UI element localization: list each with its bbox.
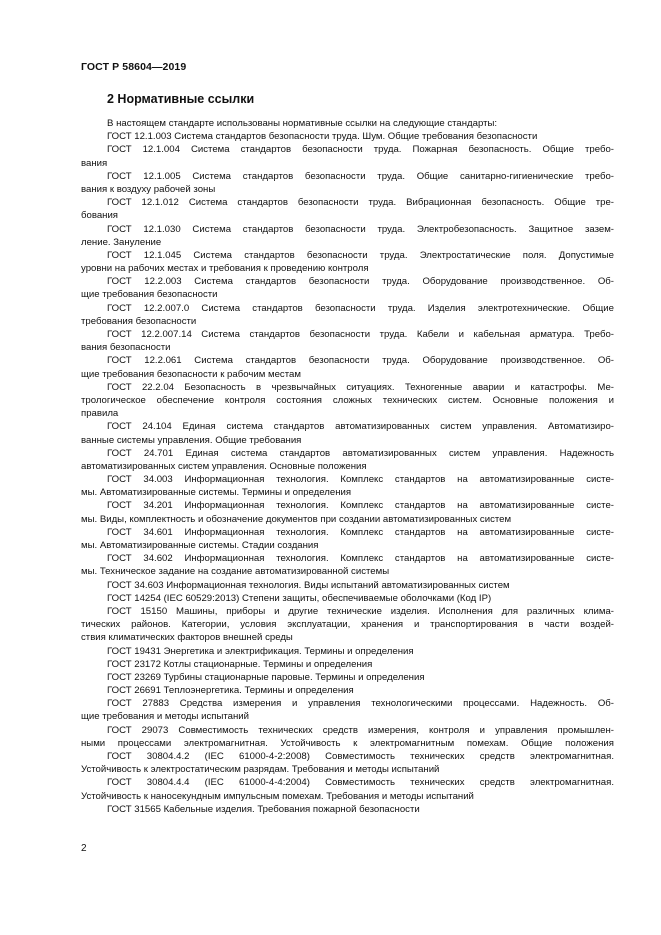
reference-line: ГОСТ 12.2.007.0 Система стандартов безопасности труда. Изделия электротехнические. Общие <box>107 302 614 314</box>
reference-line: ГОСТ 12.2.007.14 Система стандартов безопасности труда. Кабели и кабельная арматура. Требо- <box>107 329 614 340</box>
text-line: В настоящем стандарте использованы нормативные ссылки на следующие стандарты: <box>107 118 498 129</box>
reference-line: ГОСТ 23269 Турбины стационарные паровые. Термины и определения <box>107 671 425 683</box>
reference-line: ГОСТ 19431 Энергетика и электрификация. Термины и определения <box>107 645 414 657</box>
reference-line: ГОСТ 15150 Машины, приборы и другие технические изделия. Исполнения для различных клима- <box>107 605 614 617</box>
reference-line-continued: щие требования безопасности <box>81 289 218 301</box>
reference-line: ГОСТ 12.1.005 Система стандартов безопасности труда. Общие санитарно-гигиенические требо- <box>107 170 614 182</box>
reference-line: ГОСТ 31565 Кабельные изделия. Требования пожарной безопасности <box>107 803 420 815</box>
reference-line-continued: автоматизированных систем управления. Основные положения <box>81 460 367 472</box>
reference-line: ГОСТ 12.2.061 Система стандартов безопасности труда. Оборудование производственное. Об- <box>107 355 614 367</box>
reference-line: ГОСТ 26691 Теплоэнергетика. Термины и определения <box>107 685 354 697</box>
reference-line-continued: правила <box>81 408 119 420</box>
reference-line-continued: вания безопасности <box>81 342 171 354</box>
reference-line-continued: ствия климатических факторов внешней среды <box>81 632 293 644</box>
reference-line: ГОСТ 24.104 Единая система стандартов автоматизированных систем управления. Автоматизиро- <box>107 421 614 433</box>
reference-line-continued: вания <box>81 157 108 169</box>
reference-line-continued: требования безопасности <box>81 315 197 327</box>
reference-line-continued: мы. Автоматизированные системы. Стадии создания <box>81 540 319 551</box>
reference-line: ГОСТ 14254 (IEC 60529:2013) Степени защиты, обеспечиваемые оболочками (Код IP) <box>107 592 492 604</box>
page-number: 2 <box>81 843 87 854</box>
reference-line-continued: уровни на рабочих местах и требования к проведению контроля <box>81 263 369 275</box>
reference-line: ГОСТ 12.1.003 Система стандартов безопасности труда. Шум. Общие требования безопасности <box>107 131 538 143</box>
reference-line-continued: мы. Виды, комплектность и обозначение документов при создании автоматизированных систем <box>81 513 512 525</box>
reference-line-continued: мы. Техническое задание на создание автоматизированной системы <box>81 566 390 578</box>
reference-line: ГОСТ 22.2.04 Безопасность в чрезвычайных ситуациях. Техногенные аварии и катастрофы. Ме- <box>107 381 614 393</box>
reference-line: ГОСТ 12.1.004 Система стандартов безопасности труда. Пожарная безопасность. Общие требо- <box>107 144 614 156</box>
reference-line: ГОСТ 34.201 Информационная технология. Комплекс стандартов на автоматизированные систе- <box>107 500 614 512</box>
reference-line-continued: ление. Зануление <box>81 236 162 248</box>
reference-line: ГОСТ 24.701 Единая система стандартов автоматизированных систем управления. Надежность <box>107 447 614 459</box>
document-header: ГОСТ Р 58604—2019 <box>81 61 187 73</box>
reference-line: ГОСТ 30804.4.4 (IEC 61000-4-4:2004) Совместимость технических средств электромагнитная. <box>107 777 614 789</box>
reference-line-continued: трологическое обеспечение контроля состояния сложных технических систем. Основные положения и <box>81 394 614 406</box>
reference-line-continued: ными процессами электромагнитная. Устойчивость к электромагнитным помехам. Общие положения <box>81 737 614 749</box>
section-heading: 2 Нормативные ссылки <box>107 92 255 106</box>
reference-line: ГОСТ 12.1.045 Система стандартов безопасности труда. Электростатические поля. Допустимые <box>107 249 614 261</box>
reference-line-continued: мы. Автоматизированные системы. Термины и определения <box>81 487 352 499</box>
reference-line-continued: тических районов. Категории, условия эксплуатации, хранения и транспортирования в части воздей- <box>81 619 614 631</box>
reference-line-continued: вания к воздуху рабочей зоны <box>81 183 216 195</box>
reference-line-continued: бования <box>81 210 119 222</box>
references-list <box>81 117 614 816</box>
reference-line: ГОСТ 12.1.012 Система стандартов безопасности труда. Вибрационная безопасность. Общие тре- <box>107 197 614 209</box>
reference-line: ГОСТ 12.2.003 Система стандартов безопасности труда. Оборудование производственное. Об- <box>107 276 614 288</box>
reference-line-continued: щие требования безопасности к рабочим местам <box>81 368 301 380</box>
reference-line: ГОСТ 23172 Котлы стационарные. Термины и определения <box>107 658 373 670</box>
reference-line: ГОСТ 12.1.030 Система стандартов безопасности труда. Электробезопасность. Защитное зазем- <box>107 223 614 235</box>
reference-line-continued: ванные системы управления. Общие требования <box>81 434 302 446</box>
reference-line: ГОСТ 34.003 Информационная технология. Комплекс стандартов на автоматизированные систе- <box>107 474 614 486</box>
reference-line-continued: щие требования и методы испытаний <box>81 711 249 723</box>
reference-line: ГОСТ 27883 Средства измерения и управления технологическими процессами. Надежность. Об- <box>107 698 614 710</box>
reference-line-continued: Устойчивость к электростатическим разрядам. Требования и методы испытаний <box>81 764 440 776</box>
reference-line-continued: Устойчивость к наносекундным импульсным помехам. Требования и методы испытаний <box>81 790 474 802</box>
reference-line: ГОСТ 29073 Совместимость технических средств измерения, контроля и управления промышлен- <box>107 724 614 736</box>
reference-line: ГОСТ 34.601 Информационная технология. Комплекс стандартов на автоматизированные систе- <box>107 526 614 538</box>
reference-line: ГОСТ 34.603 Информационная технология. Виды испытаний автоматизированных систем <box>107 579 510 591</box>
reference-line: ГОСТ 30804.4.2 (IEC 61000-4-2:2008) Совместимость технических средств электромагнитная. <box>107 751 614 762</box>
reference-line: ГОСТ 34.602 Информационная технология. Комплекс стандартов на автоматизированные систе- <box>107 553 614 565</box>
